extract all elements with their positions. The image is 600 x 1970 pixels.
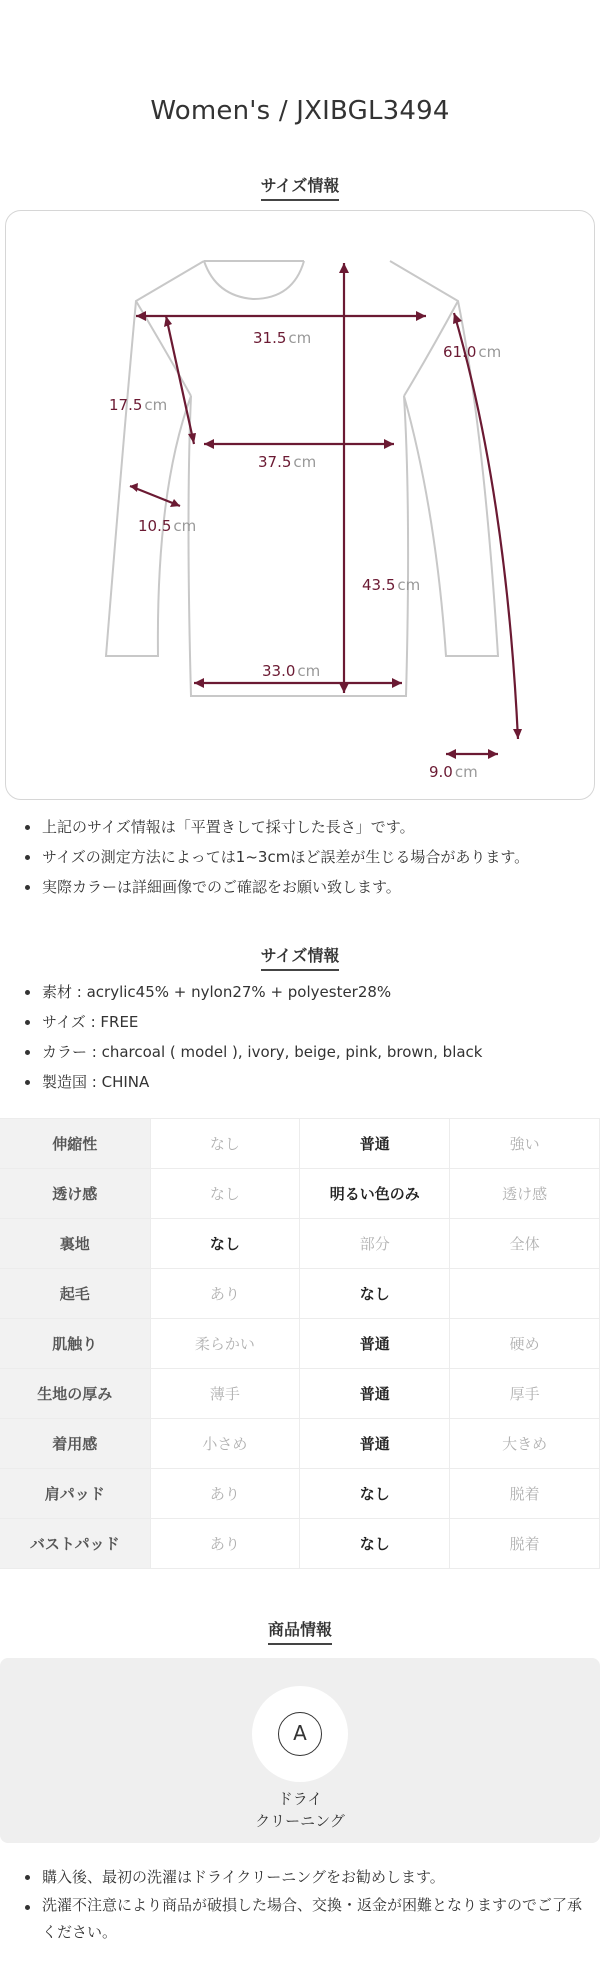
attribute-option: なし [300, 1269, 450, 1319]
list-item: 洗濯不注意により商品が破損した場合、交換・返金が困難となりますのでご了承ください。 [22, 1892, 582, 1946]
length-measure: 61.0 cm [443, 343, 502, 361]
list-item: 上記のサイズ情報は「平置きして採寸した長さ」です。 [22, 812, 582, 842]
care-label: ドライ クリーニング [255, 1790, 345, 1830]
attribute-label: 起毛 [0, 1269, 150, 1319]
size-notes [22, 812, 582, 902]
table-row [0, 1269, 600, 1319]
table-row [0, 1319, 600, 1369]
table-row [0, 1519, 600, 1569]
size-diagram [5, 210, 595, 800]
size-info-heading: サイズ情報 [0, 173, 600, 201]
spec-heading: サイズ情報 [0, 943, 600, 971]
attribute-option: 普通 [300, 1319, 450, 1369]
table-row [0, 1169, 600, 1219]
attribute-label: 肩パッド [0, 1469, 150, 1519]
attribute-option: なし [150, 1119, 300, 1169]
table-row [0, 1369, 600, 1419]
spec-list [22, 977, 582, 1097]
attribute-label: 伸縮性 [0, 1119, 150, 1169]
attribute-option: 強い [450, 1119, 600, 1169]
attribute-option: 硬め [450, 1319, 600, 1369]
body-length-measure: 43.5 cm [362, 576, 421, 594]
attribute-option: なし [300, 1469, 450, 1519]
page-title: Women's / JXIBGL3494 [150, 96, 450, 126]
sleeve-width-measure: 10.5 cm [138, 517, 197, 535]
attribute-label: 生地の厚み [0, 1369, 150, 1419]
attribute-label: 着用感 [0, 1419, 150, 1469]
attribute-label: バストパッド [0, 1519, 150, 1569]
cuff-measure: 9.0 cm [429, 763, 478, 781]
chest-measure: 37.5 cm [258, 453, 317, 471]
size-spec: サイズ : FREE [22, 1007, 582, 1037]
table-row [0, 1119, 600, 1169]
attribute-option: 厚手 [450, 1369, 600, 1419]
shoulder-measure: 31.5 cm [253, 329, 312, 347]
attribute-table [0, 1118, 600, 1569]
attribute-option: 脱着 [450, 1469, 600, 1519]
list-item: 実際カラーは詳細画像でのご確認をお願い致します。 [22, 872, 582, 902]
attribute-option: あり [150, 1469, 300, 1519]
product-info-heading: 商品情報 [0, 1617, 600, 1645]
material-spec: 素材 : acrylic45% + nylon27% + polyester28% [22, 977, 582, 1007]
hem-measure: 33.0 cm [262, 662, 321, 680]
dry-clean-icon: A [278, 1712, 322, 1756]
table-row [0, 1219, 600, 1269]
attribute-option: 普通 [300, 1119, 450, 1169]
attribute-option: 薄手 [150, 1369, 300, 1419]
attribute-option: 全体 [450, 1219, 600, 1269]
care-notes [22, 1862, 582, 1946]
attribute-label: 透け感 [0, 1169, 150, 1219]
attribute-option: 明るい色のみ [300, 1169, 450, 1219]
attribute-label: 裏地 [0, 1219, 150, 1269]
attribute-option: 大きめ [450, 1419, 600, 1469]
care-symbol-circle [252, 1686, 348, 1782]
table-row [0, 1419, 600, 1469]
color-spec: カラー : charcoal ( model ), ivory, beige, pink, brown, black [22, 1037, 582, 1067]
attribute-option [450, 1269, 600, 1319]
armhole-measure: 17.5 cm [109, 396, 168, 414]
attribute-option: あり [150, 1269, 300, 1319]
garment-outline [6, 211, 596, 801]
table-row [0, 1469, 600, 1519]
attribute-option: 部分 [300, 1219, 450, 1269]
attribute-option: 小さめ [150, 1419, 300, 1469]
attribute-option: 柔らかい [150, 1319, 300, 1369]
attribute-option: 脱着 [450, 1519, 600, 1569]
care-panel [0, 1658, 600, 1843]
origin-spec: 製造国 : CHINA [22, 1067, 582, 1097]
attribute-option: あり [150, 1519, 300, 1569]
list-item: 購入後、最初の洗濯はドライクリーニングをお勧めします。 [22, 1862, 582, 1892]
attribute-option: なし [150, 1169, 300, 1219]
attribute-option: なし [150, 1219, 300, 1269]
attribute-label: 肌触り [0, 1319, 150, 1369]
attribute-option: 透け感 [450, 1169, 600, 1219]
attribute-option: 普通 [300, 1419, 450, 1469]
attribute-option: 普通 [300, 1369, 450, 1419]
attribute-option: なし [300, 1519, 450, 1569]
list-item: サイズの測定方法によっては1~3cmほど誤差が生じる場合があります。 [22, 842, 582, 872]
